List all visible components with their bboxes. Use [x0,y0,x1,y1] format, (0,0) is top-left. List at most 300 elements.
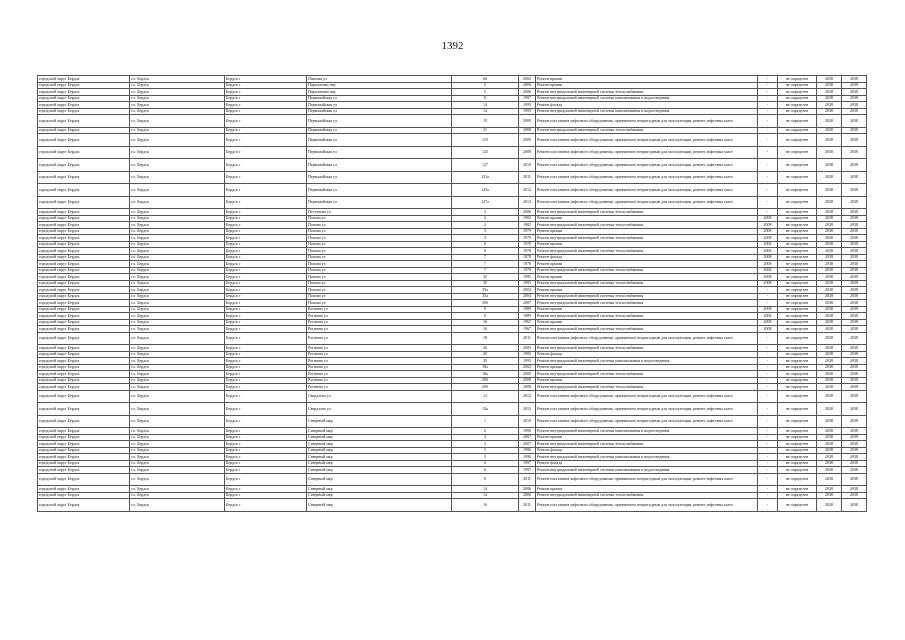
locality-cell: Бердск г [225,300,307,307]
municipality-cell: городской округ Бердск [38,499,130,512]
street-cell: Попова ул [307,235,452,242]
house-number-cell: 16 [452,499,519,512]
settlement-cell: г.о. Бердск [130,345,225,352]
cost-cell: не определен [778,267,817,274]
build-year-cell: 2011 [519,473,536,486]
municipality-cell: городской округ Бердск [38,102,130,109]
locality-cell: Бердск г [225,228,307,235]
settlement-cell: г.о. Бердск [130,447,225,454]
plan-start-cell: 2038 [817,115,842,128]
plan-start-cell: 2038 [817,332,842,345]
locality-cell: Бердск г [225,241,307,248]
locality-cell: Бердск г [225,345,307,352]
cost-cell: не определен [778,441,817,448]
locality-cell: Бердск г [225,319,307,326]
street-cell: Рогачева ул [307,326,452,333]
work-type-cell: Ремонт крыши [536,377,758,384]
capital-repair-table [37,75,867,512]
cost-cell: не определен [778,467,817,474]
locality-cell: Бердск г [225,371,307,378]
last-repair-cell: - [758,486,778,493]
street-cell: Северный мкр [307,454,452,461]
last-repair-cell: - [758,196,778,209]
plan-start-cell: 2038 [817,241,842,248]
locality-cell: Бердск г [225,447,307,454]
municipality-cell: городской округ Бердск [38,134,130,147]
house-number-cell: 14 [452,486,519,493]
work-type-cell: Ремонт крыши [536,261,758,268]
build-year-cell: 1978 [519,248,536,255]
plan-end-cell: 2038 [842,319,867,326]
plan-start-cell: 2038 [817,326,842,333]
house-number-cell: 7 [452,254,519,261]
build-year-cell: 1978 [519,241,536,248]
locality-cell: Бердск г [225,209,307,216]
plan-end-cell: 2038 [842,254,867,261]
locality-cell: Бердск г [225,441,307,448]
locality-cell: Бердск г [225,215,307,222]
municipality-cell: городской округ Бердск [38,306,130,313]
locality-cell: Бердск г [225,222,307,229]
municipality-cell: городской округ Бердск [38,492,130,499]
last-repair-cell: - [758,108,778,115]
work-type-cell: Ремонт внутридомовой инженерной системы канализования и водоотведения [536,108,758,115]
last-repair-cell: - [758,184,778,197]
work-type-cell: Ремонт или замена лифтового оборудования, признанного непригодным для эксплуатации, ремонт лифтовых шахт [536,473,758,486]
plan-end-cell: 2038 [842,499,867,512]
plan-end-cell: 2038 [842,115,867,128]
street-cell: Пархоменко пер [307,89,452,96]
house-number-cell: 45 [452,351,519,358]
build-year-cell: 1967 [519,326,536,333]
locality-cell: Бердск г [225,102,307,109]
work-type-cell: Ремонт внутридомовой инженерной системы теплоснабжения [536,441,758,448]
settlement-cell: г.о. Бердск [130,467,225,474]
house-number-cell: 125а [452,184,519,197]
cost-cell: не определен [778,293,817,300]
work-type-cell: Ремонт внутридомовой инженерной системы теплоснабжения [536,280,758,287]
build-year-cell: 1995 [519,108,536,115]
cost-cell: не определен [778,492,817,499]
settlement-cell: г.о. Бердск [130,415,225,428]
municipality-cell: городской округ Бердск [38,403,130,416]
street-cell: Северный мкр [307,415,452,428]
plan-start-cell: 2038 [817,403,842,416]
cost-cell: не определен [778,127,817,134]
settlement-cell: г.о. Бердск [130,127,225,134]
last-repair-cell: - [758,434,778,441]
plan-start-cell: 2038 [817,415,842,428]
build-year-cell: 1967 [519,319,536,326]
locality-cell: Бердск г [225,384,307,391]
work-type-cell: Ремонт крыши [536,306,758,313]
locality-cell: Бердск г [225,306,307,313]
locality-cell: Бердск г [225,248,307,255]
build-year-cell: 2005 [519,345,536,352]
last-repair-cell: 2008 [758,215,778,222]
work-type-cell: Ремонт или замена лифтового оборудования, признанного непригодным для эксплуатации, ремонт лифтовых шахт [536,390,758,403]
plan-end-cell: 2038 [842,486,867,493]
cost-cell: не определен [778,434,817,441]
work-type-cell: Ремонт или замена лифтового оборудования, признанного непригодным для эксплуатации, ремонт лифтовых шахт [536,159,758,172]
work-type-cell: Ремонт фасада [536,254,758,261]
locality-cell: Бердск г [225,89,307,96]
house-number-cell: 127а [452,196,519,209]
cost-cell: не определен [778,159,817,172]
settlement-cell: г.о. Бердск [130,82,225,89]
plan-start-cell: 2038 [817,441,842,448]
last-repair-cell: - [758,351,778,358]
build-year-cell: 2002 [519,364,536,371]
plan-start-cell: 2038 [817,447,842,454]
last-repair-cell: - [758,115,778,128]
plan-start-cell: 2038 [817,306,842,313]
settlement-cell: г.о. Бердск [130,473,225,486]
locality-cell: Бердск г [225,95,307,102]
build-year-cell: 2009 [519,134,536,147]
work-type-cell: Ремонт крыши [536,319,758,326]
plan-end-cell: 2038 [842,159,867,172]
table-row [38,473,867,486]
work-type-cell: Ремонт крыши [536,76,758,83]
settlement-cell: г.о. Бердск [130,454,225,461]
municipality-cell: городской округ Бердск [38,82,130,89]
settlement-cell: г.о. Бердск [130,377,225,384]
locality-cell: Бердск г [225,332,307,345]
street-cell: Первомайская ул [307,127,452,134]
municipality-cell: городской округ Бердск [38,241,130,248]
house-number-cell: 6 [452,248,519,255]
municipality-cell: городской округ Бердск [38,274,130,281]
plan-end-cell: 2038 [842,228,867,235]
house-number-cell: 5 [452,454,519,461]
build-year-cell: 1996 [519,428,536,435]
municipality-cell: городской округ Бердск [38,127,130,134]
plan-end-cell: 2038 [842,300,867,307]
cost-cell: не определен [778,390,817,403]
house-number-cell: 123а [452,171,519,184]
cost-cell: не определен [778,384,817,391]
table-row [38,184,867,197]
house-number-cell: 125 [452,146,519,159]
locality-cell: Бердск г [225,358,307,365]
plan-start-cell: 2038 [817,261,842,268]
municipality-cell: городской округ Бердск [38,159,130,172]
last-repair-cell: 2006 [758,241,778,248]
work-type-cell: Ремонт внутридомовой инженерной системы теплоснабжения [536,222,758,229]
plan-end-cell: 2038 [842,89,867,96]
last-repair-cell: - [758,358,778,365]
street-cell: Попова ул [307,287,452,294]
plan-start-cell: 2038 [817,300,842,307]
build-year-cell: 2011 [519,171,536,184]
street-cell: Первомайская ул [307,146,452,159]
locality-cell: Бердск г [225,127,307,134]
cost-cell: не определен [778,254,817,261]
municipality-cell: городской округ Бердск [38,76,130,83]
house-number-cell: 35б [452,300,519,307]
cost-cell: не определен [778,313,817,320]
cost-cell: не определен [778,300,817,307]
table-row [38,403,867,416]
house-number-cell: 35а [452,293,519,300]
municipality-cell: городской округ Бердск [38,428,130,435]
cost-cell: не определен [778,76,817,83]
settlement-cell: г.о. Бердск [130,499,225,512]
last-repair-cell: - [758,127,778,134]
municipality-cell: городской округ Бердск [38,196,130,209]
last-repair-cell: - [758,384,778,391]
settlement-cell: г.о. Бердск [130,313,225,320]
street-cell: Попова ул [307,300,452,307]
work-type-cell: Ремонт внутридомовой инженерной системы теплоснабжения [536,313,758,320]
work-type-cell: Ремонт внутридомовой инженерной системы канализования и водоотведения [536,428,758,435]
plan-start-cell: 2038 [817,196,842,209]
house-number-cell: 20б [452,384,519,391]
locality-cell: Бердск г [225,76,307,83]
locality-cell: Бердск г [225,196,307,209]
last-repair-cell: - [758,473,778,486]
settlement-cell: г.о. Бердск [130,89,225,96]
build-year-cell: 2012 [519,403,536,416]
locality-cell: Бердск г [225,351,307,358]
municipality-cell: городской округ Бердск [38,267,130,274]
municipality-cell: городской округ Бердск [38,467,130,474]
work-type-cell: Ремонт фасада [536,351,758,358]
cost-cell: не определен [778,261,817,268]
build-year-cell: 2008 [519,384,536,391]
plan-start-cell: 2038 [817,460,842,467]
plan-start-cell: 2038 [817,473,842,486]
build-year-cell: 1996 [519,447,536,454]
plan-end-cell: 2038 [842,364,867,371]
plan-end-cell: 2038 [842,454,867,461]
street-cell: Рогачева ул [307,364,452,371]
plan-start-cell: 2038 [817,319,842,326]
settlement-cell: г.о. Бердск [130,184,225,197]
last-repair-cell: - [758,102,778,109]
build-year-cell: 1982 [519,215,536,222]
plan-start-cell: 2038 [817,351,842,358]
municipality-cell: городской округ Бердск [38,434,130,441]
plan-start-cell: 2038 [817,89,842,96]
settlement-cell: г.о. Бердск [130,460,225,467]
build-year-cell: 2006 [519,209,536,216]
house-number-cell: 11 [452,95,519,102]
street-cell: Северный мкр [307,486,452,493]
street-cell: Первомайская ул [307,95,452,102]
cost-cell: не определен [778,228,817,235]
settlement-cell: г.о. Бердск [130,287,225,294]
build-year-cell: 1997 [519,467,536,474]
settlement-cell: г.о. Бердск [130,222,225,229]
work-type-cell: Ремонт внутридомовой инженерной системы канализования и водоотведения [536,454,758,461]
municipality-cell: городской округ Бердск [38,364,130,371]
settlement-cell: г.о. Бердск [130,209,225,216]
municipality-cell: городской округ Бердск [38,300,130,307]
house-number-cell: 2 [452,428,519,435]
build-year-cell: 1997 [519,460,536,467]
municipality-cell: городской округ Бердск [38,146,130,159]
street-cell: Попова ул [307,248,452,255]
settlement-cell: г.о. Бердск [130,326,225,333]
locality-cell: Бердск г [225,134,307,147]
street-cell: Пархоменко пер [307,82,452,89]
settlement-cell: г.о. Бердск [130,364,225,371]
plan-start-cell: 2038 [817,467,842,474]
cost-cell: не определен [778,473,817,486]
plan-end-cell: 2038 [842,196,867,209]
plan-end-cell: 2038 [842,492,867,499]
street-cell: Свердлова ул [307,390,452,403]
house-number-cell: 5 [452,447,519,454]
plan-end-cell: 2038 [842,76,867,83]
build-year-cell: 2009 [519,115,536,128]
cost-cell: не определен [778,82,817,89]
street-cell: Северный мкр [307,447,452,454]
municipality-cell: городской округ Бердск [38,415,130,428]
plan-end-cell: 2038 [842,209,867,216]
cost-cell: не определен [778,108,817,115]
work-type-cell: Ремонт или замена лифтового оборудования, признанного непригодным для эксплуатации, ремонт лифтовых шахт [536,499,758,512]
plan-end-cell: 2038 [842,460,867,467]
last-repair-cell: - [758,146,778,159]
house-number-cell: 19 [452,115,519,128]
settlement-cell: г.о. Бердск [130,248,225,255]
street-cell: Первомайская ул [307,159,452,172]
plan-start-cell: 2038 [817,371,842,378]
cost-cell: не определен [778,403,817,416]
street-cell: Павлова ул [307,76,452,83]
plan-end-cell: 2038 [842,287,867,294]
cost-cell: не определен [778,222,817,229]
work-type-cell: Ремонт внутридомовой инженерной системы теплоснабжения [536,293,758,300]
work-type-cell: Ремонт или замена лифтового оборудования, признанного непригодным для эксплуатации, ремонт лифтовых шахт [536,171,758,184]
cost-cell: не определен [778,415,817,428]
plan-start-cell: 2038 [817,228,842,235]
work-type-cell: Ремонт крыши [536,486,758,493]
last-repair-cell: - [758,293,778,300]
settlement-cell: г.о. Бердск [130,254,225,261]
street-cell: Свердлова ул [307,403,452,416]
work-type-cell: Ремонт крыши [536,241,758,248]
last-repair-cell: - [758,371,778,378]
locality-cell: Бердск г [225,377,307,384]
house-number-cell: 20б [452,377,519,384]
plan-end-cell: 2038 [842,127,867,134]
work-type-cell: Ремонт крыши [536,82,758,89]
last-repair-cell: - [758,454,778,461]
settlement-cell: г.о. Бердск [130,134,225,147]
street-cell: Пестунова ул [307,209,452,216]
cost-cell: не определен [778,248,817,255]
table-row [38,146,867,159]
municipality-cell: городской округ Бердск [38,332,130,345]
house-number-cell: 3 [452,441,519,448]
plan-end-cell: 2038 [842,306,867,313]
plan-start-cell: 2038 [817,134,842,147]
build-year-cell: 2007 [519,434,536,441]
last-repair-cell: 2006 [758,313,778,320]
locality-cell: Бердск г [225,287,307,294]
cost-cell: не определен [778,428,817,435]
plan-end-cell: 2038 [842,293,867,300]
street-cell: Рогачева ул [307,358,452,365]
work-type-cell: Ремонт внутридомовой инженерной системы теплоснабжения [536,371,758,378]
last-repair-cell: 2008 [758,254,778,261]
plan-start-cell: 2038 [817,280,842,287]
plan-start-cell: 2038 [817,209,842,216]
build-year-cell: 2008 [519,377,536,384]
settlement-cell: г.о. Бердск [130,115,225,128]
work-type-cell: Ремонт крыши [536,434,758,441]
plan-start-cell: 2038 [817,274,842,281]
locality-cell: Бердск г [225,235,307,242]
work-type-cell: Ремонт фасада [536,102,758,109]
work-type-cell: Ремонт крыши [536,228,758,235]
locality-cell: Бердск г [225,492,307,499]
settlement-cell: г.о. Бердск [130,159,225,172]
last-repair-cell: 2008 [758,222,778,229]
plan-start-cell: 2038 [817,364,842,371]
street-cell: Первомайская ул [307,102,452,109]
plan-end-cell: 2038 [842,82,867,89]
settlement-cell: г.о. Бердск [130,300,225,307]
house-number-cell: 16 [452,326,519,333]
house-number-cell: 123 [452,134,519,147]
build-year-cell: 1978 [519,254,536,261]
plan-end-cell: 2038 [842,441,867,448]
street-cell: Рогачева ул [307,384,452,391]
plan-end-cell: 2038 [842,332,867,345]
build-year-cell: 2006 [519,82,536,89]
plan-start-cell: 2038 [817,377,842,384]
plan-end-cell: 2038 [842,108,867,115]
cost-cell: не определен [778,486,817,493]
plan-start-cell: 2038 [817,345,842,352]
cost-cell: не определен [778,447,817,454]
plan-start-cell: 2038 [817,384,842,391]
build-year-cell: 1995 [519,102,536,109]
cost-cell: не определен [778,235,817,242]
plan-start-cell: 2038 [817,254,842,261]
plan-end-cell: 2038 [842,102,867,109]
cost-cell: не определен [778,499,817,512]
build-year-cell: 2011 [519,499,536,512]
work-type-cell: Ремонт внутридомовой инженерной системы теплоснабжения [536,326,758,333]
municipality-cell: городской округ Бердск [38,326,130,333]
build-year-cell: 1989 [519,306,536,313]
last-repair-cell: - [758,499,778,512]
locality-cell: Бердск г [225,467,307,474]
cost-cell: не определен [778,377,817,384]
plan-end-cell: 2038 [842,267,867,274]
cost-cell: не определен [778,89,817,96]
locality-cell: Бердск г [225,364,307,371]
cost-cell: не определен [778,134,817,147]
plan-end-cell: 2038 [842,473,867,486]
house-number-cell: 6 [452,241,519,248]
table-row [38,115,867,128]
street-cell: Северный мкр [307,499,452,512]
table-row [38,390,867,403]
settlement-cell: г.о. Бердск [130,384,225,391]
build-year-cell: 2008 [519,127,536,134]
work-type-cell: Ремонт внутридомовой инженерной системы теплоснабжения [536,235,758,242]
street-cell: Попова ул [307,228,452,235]
municipality-cell: городской округ Бердск [38,390,130,403]
plan-end-cell: 2038 [842,146,867,159]
